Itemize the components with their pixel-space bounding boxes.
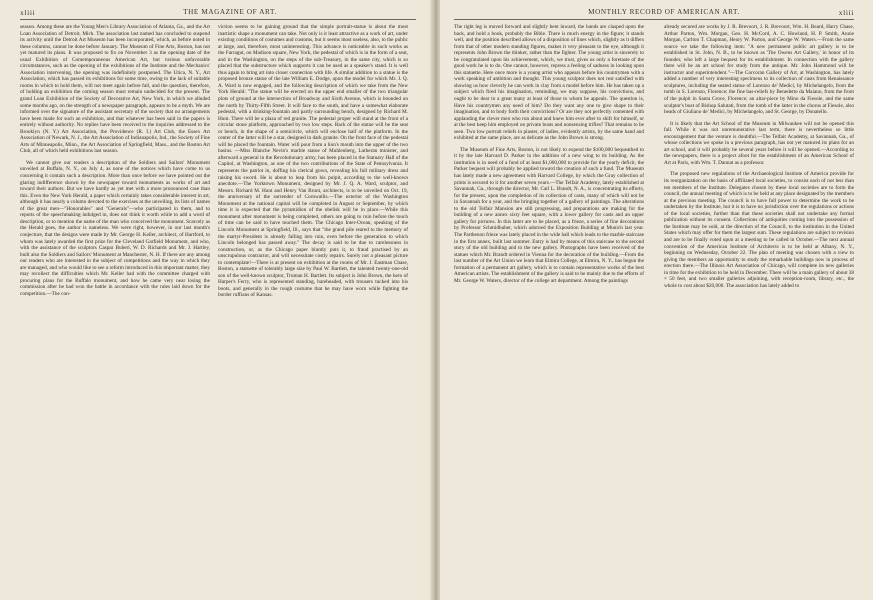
right-running-title: MONTHLY RECORD OF AMERICAN ART. [588,8,740,16]
paragraph: The proposed new regulations of the Archaeological Institute of America provide for its reorganization on the basis of affiliated local societies, to consist each of not less than ten members of the Institute. Delegates chosen by these local societies are to form the council, the annual meeting of which is to be held at any place designated by the members at the previous meeting. The council is to have full power to determine the work to be undertaken by the Institute, but it is to have no jurisdiction over the regulations or actions of the local societies, further than that these societies shall not undertake any formal publication without its consent. Collections of antiquities coming into the possession of the Institute may be sold, at the direction of the Council, to the institution in the United States which may offer for them the largest sum. These regulations are subject to revision and are to be finally voted upon at a meeting to be called in October.—The next annual convention of the American Institute of Architects is to be held at Albany, N. Y., beginning on Wednesday, October 22. The plan of meeting was chosen with a view to giving the members an opportunity to study the remarkable buildings now in process of erection there.—The Illinois Art Association of Chicago, will complete its new galleries in time for the exhibition to be held in December. There will be a main gallery of about 38 × 50 feet, and two smaller galleries adjoining, with reception-room, library, etc., the whole to cost about $20,000. The association has lately added to [664,171,854,289]
left-page-number: xliii [20,8,36,17]
left-page [0,0,432,600]
paragraph: already secured are works by J. R. Brevoort, J. R. Brevoort, Wm. H. Beard, Harry Chase, Arthur Parton, Wm. Morgan, Geo. H. McCord, A. C. Howland, H. P. Smith, Annie Morgan, Carlton T. Chapman, Henry W. Parton, and George W. Waters.—From the same source we take the following item: "A new permanent public art gallery is to be established in St. John, N. B., to be known as 'The Owens Art Gallery,' in honor of its founder, who left a large bequest for its establishment. In connection with the gallery there will be an art school for study from the antique. Mr. John Hammond will be instructor and superintendent."—The Corcoran Gallery of Art, at Washington, has lately added a number of very interesting specimens to its collection of casts from Renaissance sculptures, including the seated statue of Lorenzo de' Medici, by Michelangelo, from the tomb in S. Lorenzo, Florence; the fine bas-reliefs by Benedetto da Maiano, from the front of the pulpit in Santa Croce, Florence; an altar-piece by Mino da Fiesole, and the same sculptor's bust of Bishop Salutati, from the tomb of the latter in the chorus at Fiesole, also heads of Giuliano de' Medici, by Michelangelo, and St. George, by Donatello. [664,24,854,116]
paragraph: season. Among these are the Young Men's Library Association of Atlanta, Ga., and the Art Loan Association of Detroit, Mich. The association last named has concluded to suspend its activity until the Detroit Art Museum has been incorporated, which, as before noted in these columns, cannot be done before January. The Museum of Fine Arts, Boston, has not yet matured its plans. It was proposed to fix on November 3 as the opening date of the usual Exhibition of Contemporaneous American Art, but various unfavorable circumstances, such as the opening of the exhibitions of the Institute and the Mechanics' Association intervening, the opening was indefinitely postponed. The Utica, N. Y., Art Association, which has passed its exhibitions for some time, owing to the lack of suitable rooms in which to hold them, will not meet again before fall, and the question, therefore, of holding an exhibition the coming season must remain undecided for the present. The grand Loan Exhibition of the Society of Decorative Art, New York, in which we alluded some months ago, on the strength of a newspaper paragraph, appears to be a myth. We are informed over the signature of the assistant secretary of the society that no arrangements have been made for such an exhibition, and that whatever has been said in the papers is entirely without authority. No replies have been received to the inquiries addressed to the Brooklyn (N. Y.) Art Association, the Providence (R. I.) Art Club, the Essex Art Association of Newark, N. J., the Art Association of Indianapolis, Ind., the Society of Fine Arts of Minneapolis, Minn., the Art Association of Springfield, Mass., and the Boston Art Club, all of which held exhibitions last season. [20,24,210,155]
paragraph: The right leg is moved forward and slightly bent inward, the hands are clasped upon the back, and hold a book, probably the Bible. There is much energy in the figure; it stands well, and the position described allows of a disposition of lines which, slightly as it differs from that of other modern standing figures, makes it very pleasant to the eye, although it represents John Brown the thinker, rather than the fighter. The young artist is sincerely to be congratulated upon his achievement, which, we trust, gives us only a foretaste of the good work he is to do. One cannot, however, repress a feeling of sadness in looking upon this statuette. Here once more is a young artist who appears before his countrymen with a work speaking of ambition and thought. This young sculptor does not rest satisfied with showing us how cleverly he can work in clay from a model before him. He has taken up a subject which fired his imagination, reminding, we may suppose, his convictions, and ought to be dear to a great many at least of those to whom he appeals. The question is, Have his countrymen any need of him? Do they want any one to give shape to their imagination, and to body forth their convictions? Or are they not perfectly contented with applauding the clever men who run about and knew him ever after to shift for himself, or at the best keep him employed on private busts and nonsensing trifles? That remains to be seen. Two low portrait reliefs in plaster, of ladies, evidently artists, by the same hand and exhibited at the same place, are as delicate as the John Brown is strong. [454,24,644,142]
right-column-1 [454,24,644,590]
right-header-rule [454,19,854,20]
right-page-number: xliii [838,8,854,17]
left-header-rule [20,19,416,20]
left-column-2 [218,24,408,590]
paragraph: It is likely that the Art School of the Museum in Milwaukee will not be opened this fall. While it was not unremunerative last term, there is nevertheless so little encouragement that the venture is doubtful.—The Telfair Academy, at Savannah, Ga., of whose collections we spoke in a previous paragraph, has not yet matured its plans for an art school, and it will probably be several years before it will be opened.—According to the newspapers, there is a project afoot for the establishment of an American School of Art at Paris, with Wm. T. Dannat as a professor. [664,120,854,166]
paragraph: We cannot give our readers a description of the Soldiers and Sailors' Monument unveiled at Buffalo, N. Y., on July 4, as none of the notices which have come to us concerning it contain such a description. More than once before we have pointed out the glaring indifference shown by the newspaper toward monuments as works of art and toward their authors. But we have hardly as yet met with a more pronounced case than this. Even the New York Herald, a paper which certainly takes considerable interest in art, although it has nearly a column devoted to the exercises at the unveiling, its lists of names of the great men—"Honorables" and "Generals"—who participated in them, and to reports of the speechmaking indulged in, does not think it worth while to add a word of description, or to mention the name of the man who conceived the monument. Scarcely as the Herald goes, the author is nameless. We were right, however, in our last month's conjecture, that the designs were made by Mr. George H. Keller, architect, of Hartford, to whom was lately awarded the first prize for the Cleveland Garfield Monument, and who, with the assistance of the sculptors Caspar Buberl, W. D. Richards and Mr. J. Hartley, built also the Soldiers and Sailors' Monument at Manchester, N. H. If there are any among our readers who are interested in the subject of competitions and the way in which they are managed, and who would like to see a reform introduced in this important matter, they may recollect the difficulties which Mr. Keller had with the committee charged with procuring plans for the Buffalo monument, and how he came very near losing the commission after he had won the battle in accordance with the rules laid down for the competition.—The con- [20,159,210,297]
right-page [440,0,873,600]
left-column-1 [20,24,210,590]
right-column-2 [664,24,854,590]
paragraph: viction seems to be gaining ground that the simple portrait-statue is about the most inartistic shape a monument can take. Not only is it least attractive as a work of art, under existing conditions of costumes and customs, but it seems most useless, also, to the public at large, and, therefore, most uninteresting. This advance is noticeable in such works as the Farragut, on Madison square, New York, the pedestal of which is in the form of a seat, and in the Washington, on the steps of the sub-Treasury, in the same city, which is so placed that the substructure which supports it can be used as a speaker's stand. It is well thus again to bring art into closer connection with life. A similar addition to a statue is the proposed bronze statue of the late William E. Dodge, upon the model for which Mr. J. Q. A. Ward is now engaged, and the following description of which we take from the New York Herald: "The statue will be erected on the upper end smaller of the two triangular plots of ground at the intersection of Broadway and Sixth Avenue, which is bounded on the north by Thirty-Fifth Street. It will face to the south, and have a somewhat elaborate pedestal, with a drinking-fountain and partly surrounding bench, designed by Richard M. Hunt. There will be a plaza of red granite. The pedestal proper will stand at the front of a circular stone platform, approached by two low steps. Back of the statue will be the seat or bench, in the shape of a semicircle, which will enclose half of the platform. In the center of the latter will be a star, designed in dark granite. On the front face of the pedestal will be placed the fountain. Water will pour from a lion's mouth into the upper of the two basins. —Miss Blanche Nevin's marble statue of Muhlenberg, Lutheran minister, and afterward a general in the Revolutionary army, has been placed in the Statuary Hall of the Capitol, at Washington, as one of the two contributions of the State of Pennsylvania. It represents the patriot in, doffing his clerical gown, revealing his full military dress and raising his sword. He is about to leap from his pulpit, according to the well-known anecdote.—The Yorktown Monument, designed by Mr. J. Q. A. Ward, sculptor, and Messrs. Richard M. Hunt and Henry Van Brunt, architects, is to be unveiled on Oct. 19, the anniversary of the surrender of Cornwallis.—The exterior of the Washington Monument at the national capital will be completed in August or September, by which time it is expected that the pyramidion of the obelisk will be in place.—While this monument after monument is being completed, others are going to ruin before the touch of time can be said to have touched them. The Chicago Inter-Ocean, speaking of the Lincoln Monument at Springfield, Ill., says that "the grand pile reared to the memory of the martyr-President is already falling into ruin, even before the generation to which Lincoln belonged has passed away." The decay is said to be due to carelessness in construction, or, as the Chicago paper bluntly puts it, to fraud practised by an unscrupulous contractor, and will necessitate costly repairs. Surely not a pleasant picture to contemplate!—There is at present on exhibition at the rooms of Mr. J. Eastman Chase, Boston, a statuette of tolerably large size by Paul W. Bartlett, the talented twenty-one-old son of the well-known sculptor, Truman H. Bartlett. Its subject is John Brown, the hero of Harper's Ferry, who is represented standing, bareheaded, with trousers tucked into his boots, and generally in the rough costume that he may have worn while fighting the border ruffians of Kansas. [218,24,408,299]
paragraph: The Museum of Fine Arts, Boston, is not likely to expend the $100,000 bequeathed to it by the late Harvard D. Parker in the addition of a new wing to its building. As the institution is in need of a fund of at least $1,000,000 to provide for the yearly deficit, the Parker bequest will probably be applied toward the creation of such a fund. The Museum has lately made a new agreement with Harvard College, by which the Gray collection of prints is secured to it for another seven years.—The Telfair Academy, lately established at Savannah, Ga., through the director, Mr. Carl L. Brandt, N. A., is concentrating its efforts, for the present, upon the completion of its collection of casts, many of which will not be in Savannah for a year, and the bringing together of a gallery of paintings. The alterations to the old Telfair Mansion are still progressing, and preparations are making for the building of a new annex sixty feet square, with a lower gallery for casts and an upper gallery for pictures. In this latter are to be placed, as a frieze, a series of fine decorations by Professor Schmidhuber, which adorned the Exposition Building at Munich last year. The Parthenon frieze was lately placed in the wide hall which leads to the marble staircase in the first annex, built last summer. Entry is had by means of this staircase to the second story of the old building and to the new gallery. Photographs have been received of the statues which Mr. Brandt ordered in Vienna for the decoration of the building.—From the last number of the Art Union we learn that Elmira College, at Elmira, N. Y., has begun the formation of a permanent art gallery, which is to contain representative works of the best American artists. The establishment of the gallery is said to be mainly due to the efforts of Mr. George W. Waters, director of the college art department. Among the paintings [454,146,644,284]
left-running-title: THE MAGAZINE OF ART. [183,8,277,16]
